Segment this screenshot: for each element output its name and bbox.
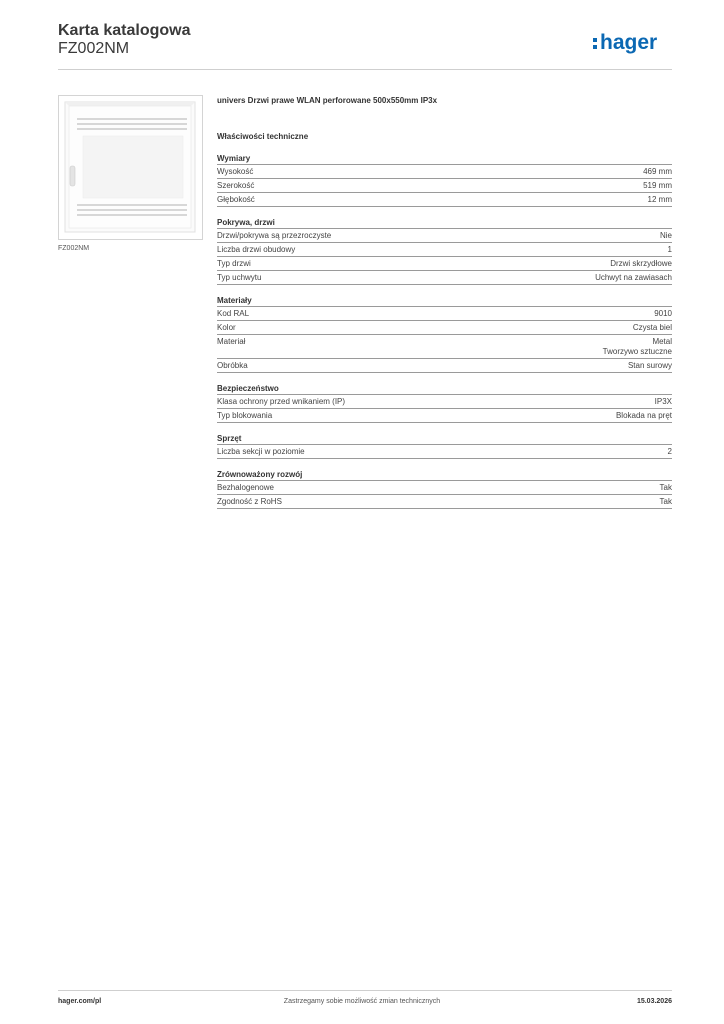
spec-row bbox=[217, 242, 672, 256]
section-title: Materiały bbox=[217, 296, 252, 305]
spec-value-line: Uchwyt na zawiasach bbox=[595, 273, 672, 282]
spec-value-line: 519 mm bbox=[643, 181, 672, 190]
spec-row bbox=[217, 358, 672, 373]
document-title: Karta katalogowa bbox=[58, 22, 191, 39]
spec-row bbox=[217, 164, 672, 178]
door-panel-illustration bbox=[59, 96, 202, 239]
spec-row bbox=[217, 306, 672, 320]
spec-label: Typ uchwytu bbox=[217, 273, 262, 282]
spec-label: Kod RAL bbox=[217, 309, 250, 318]
header-divider bbox=[58, 69, 672, 70]
spec-label: Liczba sekcji w poziomie bbox=[217, 447, 305, 456]
spec-rows bbox=[217, 394, 672, 423]
spec-rows bbox=[217, 480, 672, 509]
product-image bbox=[58, 95, 203, 240]
spec-value bbox=[633, 323, 672, 333]
spec-value-line: Drzwi skrzydłowe bbox=[610, 259, 672, 268]
spec-label: Kolor bbox=[217, 323, 236, 332]
spec-row bbox=[217, 256, 672, 270]
spec-row bbox=[217, 192, 672, 207]
spec-section bbox=[217, 217, 672, 285]
spec-value-line: 1 bbox=[667, 245, 672, 254]
spec-value bbox=[648, 195, 672, 205]
spec-value bbox=[660, 231, 672, 241]
spec-row bbox=[217, 394, 672, 408]
spec-row bbox=[217, 480, 672, 494]
footer-website: hager.com/pl bbox=[58, 998, 102, 1005]
section-title: Wymiary bbox=[217, 154, 251, 163]
spec-label: Bezhalogenowe bbox=[217, 483, 274, 492]
spec-value-line: Nie bbox=[659, 231, 672, 240]
spec-value-line: 12 mm bbox=[647, 195, 672, 204]
spec-row bbox=[217, 178, 672, 192]
spec-label: Wysokość bbox=[217, 167, 254, 176]
hager-logo bbox=[592, 30, 674, 56]
spec-section bbox=[217, 433, 672, 459]
spec-value bbox=[660, 483, 672, 493]
product-code: FZ002NM bbox=[58, 40, 130, 57]
spec-value bbox=[668, 245, 672, 255]
spec-row bbox=[217, 444, 672, 459]
spec-value-line: Tak bbox=[659, 483, 672, 492]
spec-section bbox=[217, 295, 672, 373]
spec-value bbox=[628, 361, 672, 371]
spec-value-line: Blokada na pręt bbox=[615, 411, 672, 420]
spec-row bbox=[217, 494, 672, 509]
spec-rows bbox=[217, 228, 672, 285]
spec-value-line: Tak bbox=[659, 497, 672, 506]
spec-row bbox=[217, 228, 672, 242]
logo-text: hager bbox=[600, 31, 658, 54]
spec-label: Szerokość bbox=[217, 181, 255, 190]
spec-value bbox=[655, 397, 672, 407]
spec-value bbox=[603, 337, 672, 357]
spec-value bbox=[610, 259, 672, 269]
spec-label: Typ drzwi bbox=[217, 259, 251, 268]
spec-value-line: 469 mm bbox=[643, 167, 672, 176]
spec-label: Głębokość bbox=[217, 195, 255, 204]
image-caption: FZ002NM bbox=[58, 245, 90, 252]
spec-row bbox=[217, 320, 672, 334]
spec-value bbox=[643, 167, 672, 177]
spec-section bbox=[217, 153, 672, 207]
spec-value-line: Metal bbox=[652, 337, 672, 346]
spec-value-line: 9010 bbox=[654, 309, 672, 318]
section-title: Pokrywa, drzwi bbox=[217, 218, 275, 227]
section-title: Bezpieczeństwo bbox=[217, 384, 279, 393]
spec-value-line: IP3X bbox=[654, 397, 672, 406]
spec-section bbox=[217, 469, 672, 509]
spec-rows bbox=[217, 164, 672, 207]
spec-rows bbox=[217, 306, 672, 373]
spec-label: Drzwi/pokrywa są przezroczyste bbox=[217, 231, 332, 240]
spec-label: Liczba drzwi obudowy bbox=[217, 245, 296, 254]
footer-divider bbox=[58, 990, 672, 991]
spec-row bbox=[217, 408, 672, 423]
footer-date: 15.03.2026 bbox=[636, 998, 672, 1005]
spec-row bbox=[217, 334, 672, 358]
spec-value bbox=[654, 309, 672, 319]
spec-value bbox=[616, 411, 672, 421]
spec-row bbox=[217, 270, 672, 285]
technical-properties-heading: Właściwości techniczne bbox=[217, 132, 309, 141]
spec-value bbox=[668, 447, 672, 457]
spec-value-line: Czysta biel bbox=[632, 323, 672, 332]
spec-sections bbox=[217, 153, 672, 509]
section-title: Zrównoważony rozwój bbox=[217, 470, 303, 479]
spec-label: Materiał bbox=[217, 337, 246, 346]
spec-value bbox=[643, 181, 672, 191]
spec-label: Typ blokowania bbox=[217, 411, 273, 420]
spec-value-line: 2 bbox=[667, 447, 672, 456]
spec-label: Klasa ochrony przed wnikaniem (IP) bbox=[217, 397, 346, 406]
section-title: Sprzęt bbox=[217, 434, 242, 443]
footer-disclaimer: Zastrzegamy sobie możliwość zmian technicznych bbox=[283, 998, 441, 1005]
spec-value bbox=[595, 273, 672, 283]
product-specs bbox=[217, 95, 672, 509]
spec-section bbox=[217, 383, 672, 423]
spec-label: Zgodność z RoHS bbox=[217, 497, 282, 506]
spec-value-line: Tworzywo sztuczne bbox=[602, 347, 672, 356]
spec-value bbox=[660, 497, 672, 507]
spec-value-line: Stan surowy bbox=[627, 361, 672, 370]
spec-label: Obróbka bbox=[217, 361, 248, 370]
product-description: univers Drzwi prawe WLAN perforowane 500x550mm IP3x bbox=[217, 96, 438, 105]
spec-rows bbox=[217, 444, 672, 459]
